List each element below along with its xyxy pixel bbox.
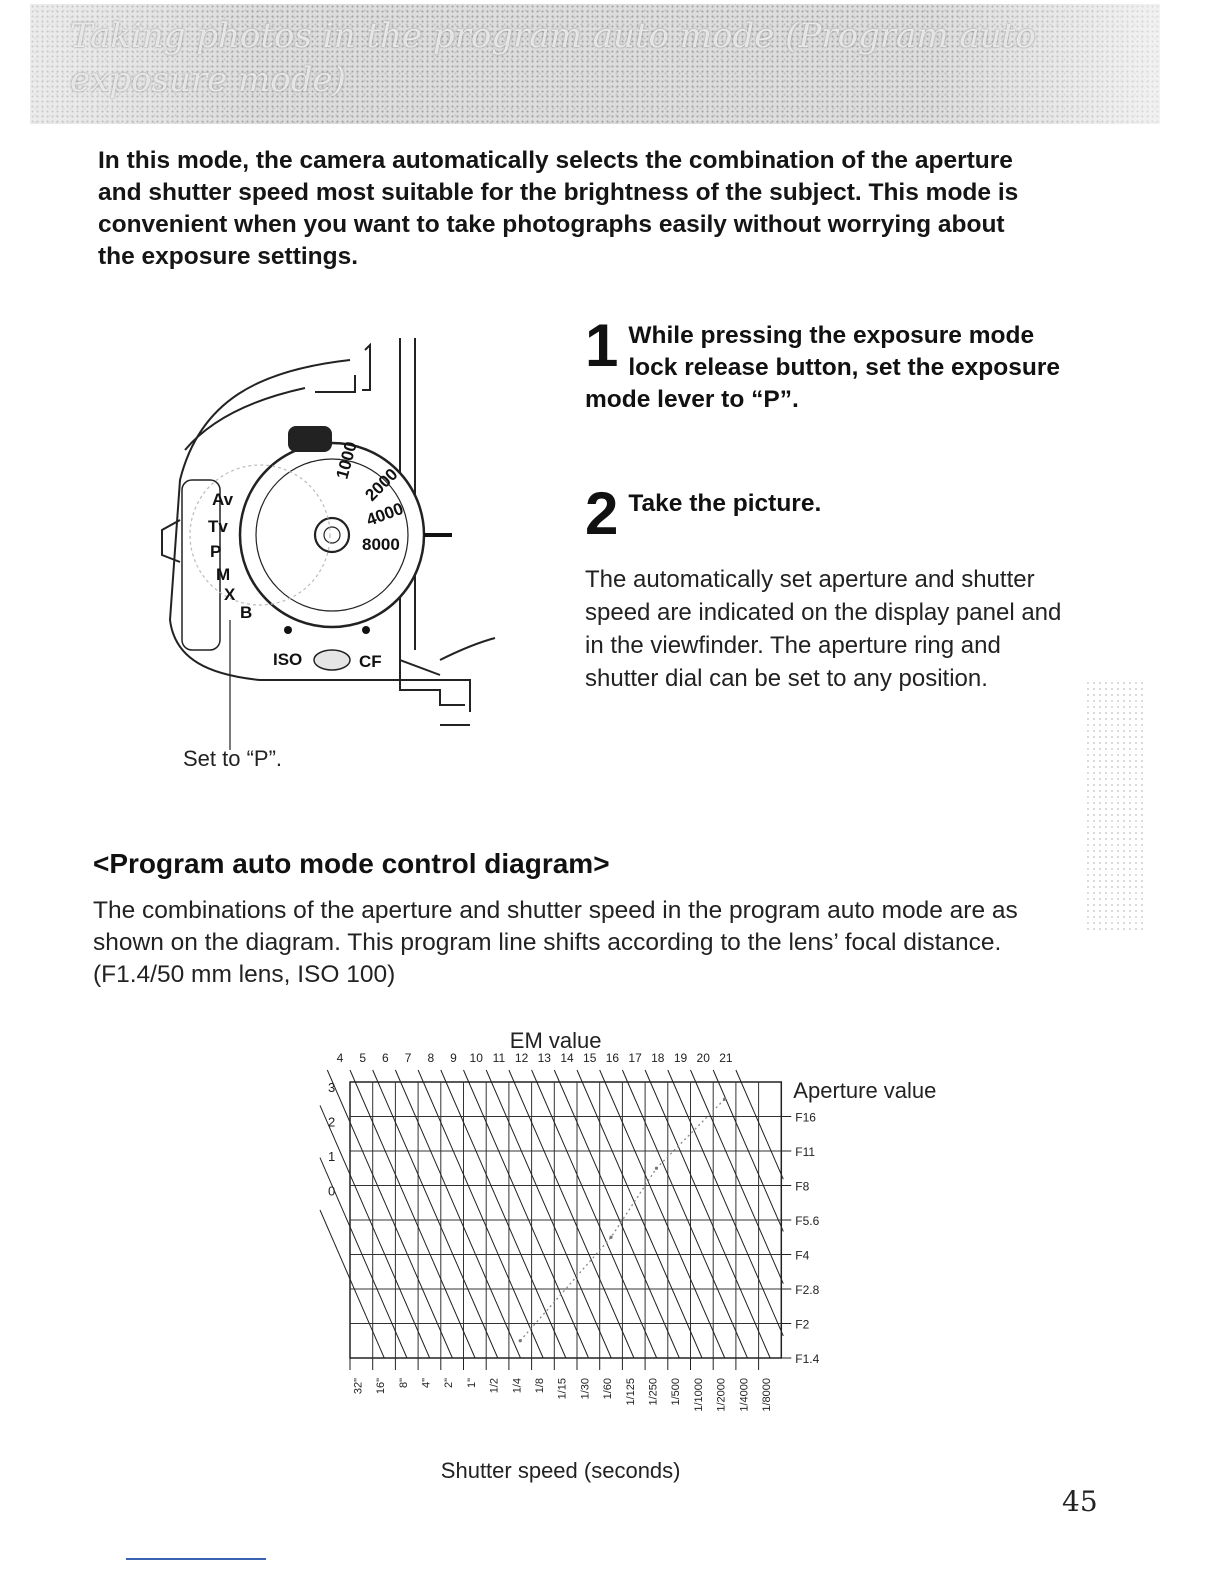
shutter-tick-label: 1/30 xyxy=(579,1378,592,1400)
footer-divider xyxy=(126,1558,266,1560)
aperture-tick-label: F11 xyxy=(795,1145,816,1159)
shutter-tick-label: 8" xyxy=(397,1378,410,1389)
program-line-point xyxy=(519,1339,522,1342)
shutter-tick-label: 1/2 xyxy=(488,1378,501,1394)
ev-top-label: 18 xyxy=(651,1051,665,1065)
iso-label: ISO xyxy=(273,650,303,669)
camera-illustration xyxy=(140,330,510,750)
ev-diagonal-line xyxy=(320,1105,430,1358)
ev-diagonal-line xyxy=(645,1070,770,1358)
ev-top-label: 5 xyxy=(359,1051,367,1065)
ev-left-label: 2 xyxy=(328,1114,336,1130)
ev-top-label: 16 xyxy=(605,1051,620,1065)
mode-label-av: Av xyxy=(212,490,234,509)
shutter-tick-label: 1/60 xyxy=(602,1378,615,1400)
ev-diagonal-line xyxy=(441,1070,566,1358)
ev-diagonal-line xyxy=(418,1070,543,1358)
program-line-point xyxy=(609,1236,612,1239)
ev-diagonal-line xyxy=(327,1070,452,1358)
page-title: Taking photos in the program auto mode (Program auto exposure mode) xyxy=(70,16,1036,100)
ev-diagonal-line xyxy=(622,1070,747,1358)
ev-top-label: 9 xyxy=(450,1051,457,1065)
chart-title: EM value xyxy=(509,1028,602,1053)
shutter-tick-label: 1/8000 xyxy=(760,1378,773,1412)
ev-diagonal-line xyxy=(373,1070,498,1358)
ev-top-label: 12 xyxy=(514,1051,529,1065)
aperture-tick-label: F2 xyxy=(795,1317,810,1332)
aperture-tick-label: F16 xyxy=(795,1110,816,1125)
step-2-number: 2 xyxy=(585,480,619,547)
ev-top-label: 20 xyxy=(696,1051,710,1065)
ev-top-label: 15 xyxy=(583,1051,597,1065)
shutter-tick-label: 32" xyxy=(352,1378,365,1395)
intro-paragraph: In this mode, the camera automatically selects the combination of the aperture and shutter speed most suitable for the brightness of the subject. This mode is convenient when you want to take photographs easily without worrying about the exposure settings. xyxy=(98,147,1019,270)
step-1-text: While pressing the exposure mode lock release button, set the exposure mode lever to “P”. xyxy=(585,322,1060,413)
ev-diagonal-line xyxy=(600,1070,725,1358)
shutter-tick-label: 1/500 xyxy=(670,1378,683,1406)
program-diagram-chart xyxy=(310,1020,950,1490)
shutter-tick-label: 2" xyxy=(443,1378,456,1389)
camera-caption: Set to “P”. xyxy=(183,746,283,771)
shutter-tick-label: 1/15 xyxy=(556,1378,569,1400)
ev-diagonal-line xyxy=(486,1070,611,1358)
ev-diagonal-line xyxy=(668,1070,784,1336)
mode-label-p: P xyxy=(210,542,222,561)
ev-top-label: 17 xyxy=(628,1051,642,1065)
shutter-tick-label: 4" xyxy=(420,1378,433,1389)
shutter-tick-label: 1/125 xyxy=(624,1378,637,1406)
mode-label-m: M xyxy=(216,565,231,584)
edge-speckle xyxy=(1085,680,1145,930)
ev-diagonal-line xyxy=(395,1070,520,1358)
program-line-point xyxy=(723,1098,726,1101)
mode-label-b: B xyxy=(240,603,253,622)
dial-speed-1000: 1000 xyxy=(332,439,361,482)
shutter-tick-label: 1/4 xyxy=(511,1378,524,1394)
shutter-tick-label: 1" xyxy=(465,1378,478,1389)
ev-diagonal-line xyxy=(736,1070,783,1179)
ev-left-label: 0 xyxy=(328,1183,336,1199)
aperture-tick-label: F2.8 xyxy=(795,1283,820,1297)
aperture-tick-label: F5.6 xyxy=(795,1214,820,1228)
dial-speed-2000: 2000 xyxy=(361,464,402,505)
ev-diagonal-line xyxy=(464,1070,589,1358)
shutter-tick-label: 1/1000 xyxy=(692,1378,705,1412)
mode-label-tv: Tv xyxy=(208,517,228,536)
ev-top-label: 6 xyxy=(382,1051,389,1065)
shutter-tick-label: 16" xyxy=(375,1378,388,1395)
ev-diagonal-line xyxy=(509,1070,634,1358)
ev-diagonal-line xyxy=(554,1070,679,1358)
shutter-tick-label: 1/4000 xyxy=(738,1378,751,1412)
chart-ylabel: Aperture value xyxy=(793,1078,937,1103)
ev-diagonal-line xyxy=(532,1070,657,1358)
diagram-description: The combinations of the aperture and shutter speed in the program auto mode are as shown on the diagram. This program line shifts according to the lens’ focal distance. (F1.4/50 mm lens, ISO 100) xyxy=(93,897,1018,988)
ev-top-label: 7 xyxy=(404,1051,412,1065)
diagram-title: <Program auto mode control diagram> xyxy=(93,848,610,879)
ev-left-label: 1 xyxy=(328,1149,336,1164)
aperture-tick-label: F4 xyxy=(795,1248,810,1263)
shutter-tick-label: 1/250 xyxy=(647,1378,660,1406)
aperture-tick-label: F8 xyxy=(795,1179,810,1194)
cf-label: CF xyxy=(359,652,382,671)
program-line-point xyxy=(655,1167,658,1170)
step-1-number: 1 xyxy=(585,312,619,379)
ev-left-label: 3 xyxy=(328,1080,336,1095)
step-2-text: Take the picture. xyxy=(628,490,822,517)
ev-top-label: 19 xyxy=(673,1051,688,1065)
ev-top-label: 14 xyxy=(560,1051,574,1065)
shutter-tick-label: 1/8 xyxy=(533,1378,546,1394)
ev-top-label: 4 xyxy=(336,1051,344,1065)
dial-speed-8000: 8000 xyxy=(362,535,400,554)
step-1 xyxy=(585,312,1085,416)
ev-top-label: 8 xyxy=(427,1051,435,1065)
ev-diagonal-line xyxy=(350,1070,475,1358)
step-2-description: The automatically set aperture and shutter speed are indicated on the display panel and in the viewfinder. The aperture ring and shutter dial can be set to any position. xyxy=(585,566,1062,692)
mode-label-x: X xyxy=(224,585,236,604)
ev-diagonal-line xyxy=(691,1070,784,1284)
ev-top-label: 21 xyxy=(719,1051,733,1065)
shutter-tick-label: 1/2000 xyxy=(715,1378,728,1412)
aperture-tick-label: F1.4 xyxy=(795,1352,820,1366)
ev-top-label: 10 xyxy=(469,1051,483,1065)
ev-top-label: 11 xyxy=(492,1051,506,1065)
chart-xlabel: Shutter speed (seconds) xyxy=(440,1458,681,1483)
page-number: 45 xyxy=(1062,1485,1098,1518)
ev-top-label: 13 xyxy=(537,1051,551,1065)
dial-speed-4000: 4000 xyxy=(363,498,406,530)
step-2 xyxy=(585,480,1085,547)
ev-diagonal-line xyxy=(577,1070,702,1358)
